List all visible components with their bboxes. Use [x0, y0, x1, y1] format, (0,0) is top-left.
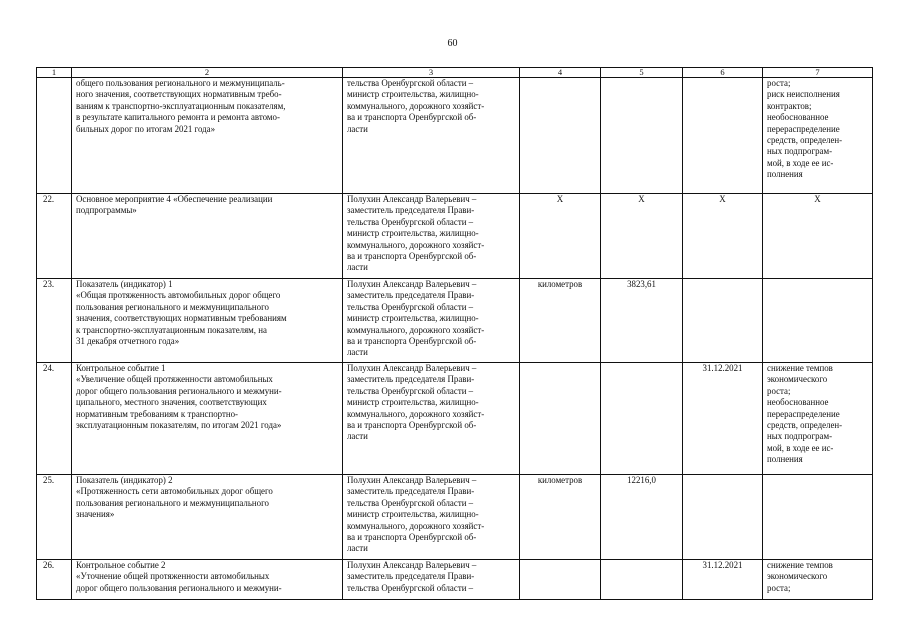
table-row	[37, 78, 873, 194]
date-cell: 31.12.2021	[683, 560, 763, 600]
responsible-person: Полухин Александр Валерьевич – заместитель председателя Прави- тельства Оренбургской области – министр строительства, жилищно- коммунального, дорожного хозяйст- ва и транспорта Оренбургской об- ласти	[343, 363, 520, 475]
unit-cell	[520, 560, 601, 600]
column-header: 5	[601, 68, 683, 78]
row-number	[37, 78, 72, 194]
risk-cell	[763, 279, 873, 363]
row-number: 22.	[37, 194, 72, 279]
column-header: 7	[763, 68, 873, 78]
risk-cell: роста; риск неисполнения контрактов; необоснованное перераспределение средств, определен- ных подпрограм- мой, в ходе ее ис- полнения	[763, 78, 873, 194]
row-number: 26.	[37, 560, 72, 600]
risk-cell: снижение темпов экономического роста; необоснованное перераспределение средств, определен- ных подпрограм- мой, в ходе ее ис- полнения	[763, 363, 873, 475]
risk-cell: Х	[763, 194, 873, 279]
unit-cell	[520, 363, 601, 475]
table-row	[37, 279, 873, 363]
date-cell	[683, 279, 763, 363]
column-header: 1	[37, 68, 72, 78]
date-cell	[683, 475, 763, 560]
unit-cell: Х	[520, 194, 601, 279]
table-row	[37, 194, 873, 279]
column-header: 3	[343, 68, 520, 78]
responsible-person: Полухин Александр Валерьевич – заместитель председателя Прави- тельства Оренбургской области –	[343, 560, 520, 600]
value-cell	[601, 78, 683, 194]
value-cell: 12216,0	[601, 475, 683, 560]
program-table	[36, 67, 873, 600]
responsible-person: Полухин Александр Валерьевич – заместитель председателя Прави- тельства Оренбургской области – министр строительства, жилищно- коммунального, дорожного хозяйст- ва и транспорта Оренбургской об- ласти	[343, 475, 520, 560]
unit-cell: километров	[520, 475, 601, 560]
page-number: 60	[447, 38, 458, 49]
measure-description: Показатель (индикатор) 1 «Общая протяженность автомобильных дорог общего пользования регионального и межмуниципального значения, соответствующих нормативным требованиям к транспортно-эксплуатационным показателям, на 31 декабря отчетного года»	[72, 279, 343, 363]
table-row	[37, 475, 873, 560]
value-cell	[601, 363, 683, 475]
value-cell	[601, 560, 683, 600]
column-header: 4	[520, 68, 601, 78]
risk-cell: снижение темпов экономического роста;	[763, 560, 873, 600]
measure-description: общего пользования регионального и межмуниципаль- ного значения, соответствующих нормативным требо- ваниям к транспортно-эксплуатационным показателям, в результате капитального ремонта и ремонта автомо- бильных дорог по итогам 2021 года»	[72, 78, 343, 194]
date-cell	[683, 78, 763, 194]
table-row	[37, 363, 873, 475]
row-number: 25.	[37, 475, 72, 560]
responsible-person: Полухин Александр Валерьевич – заместитель председателя Прави- тельства Оренбургской области – министр строительства, жилищно- коммунального, дорожного хозяйст- ва и транспорта Оренбургской об- ласти	[343, 194, 520, 279]
measure-description: Контрольное событие 2 «Уточнение общей протяженности автомобильных дорог общего пользования регионального и межмуни-	[72, 560, 343, 600]
column-header: 6	[683, 68, 763, 78]
row-number: 24.	[37, 363, 72, 475]
table-row	[37, 560, 873, 600]
measure-description: Основное мероприятие 4 «Обеспечение реализации подпрограммы»	[72, 194, 343, 279]
measure-description: Показатель (индикатор) 2 «Протяженность сети автомобильных дорог общего пользования регионального и межмуниципального значения»	[72, 475, 343, 560]
value-cell: Х	[601, 194, 683, 279]
responsible-person: Полухин Александр Валерьевич – заместитель председателя Прави- тельства Оренбургской области – министр строительства, жилищно- коммунального, дорожного хозяйст- ва и транспорта Оренбургской об- ласти	[343, 279, 520, 363]
header-row	[37, 68, 873, 78]
row-number: 23.	[37, 279, 72, 363]
responsible-person: тельства Оренбургской области – министр строительства, жилищно- коммунального, дорожного хозяйст- ва и транспорта Оренбургской об- ласти	[343, 78, 520, 194]
date-cell: 31.12.2021	[683, 363, 763, 475]
date-cell: Х	[683, 194, 763, 279]
unit-cell: километров	[520, 279, 601, 363]
unit-cell	[520, 78, 601, 194]
value-cell: 3823,61	[601, 279, 683, 363]
risk-cell	[763, 475, 873, 560]
column-header: 2	[72, 68, 343, 78]
measure-description: Контрольное событие 1 «Увеличение общей протяженности автомобильных дорог общего пользования регионального и межмуни- ципального, местного значения, соответствующих нормативным требованиям к транспортно- эксплуатационным показателям, по итогам 2021 года»	[72, 363, 343, 475]
